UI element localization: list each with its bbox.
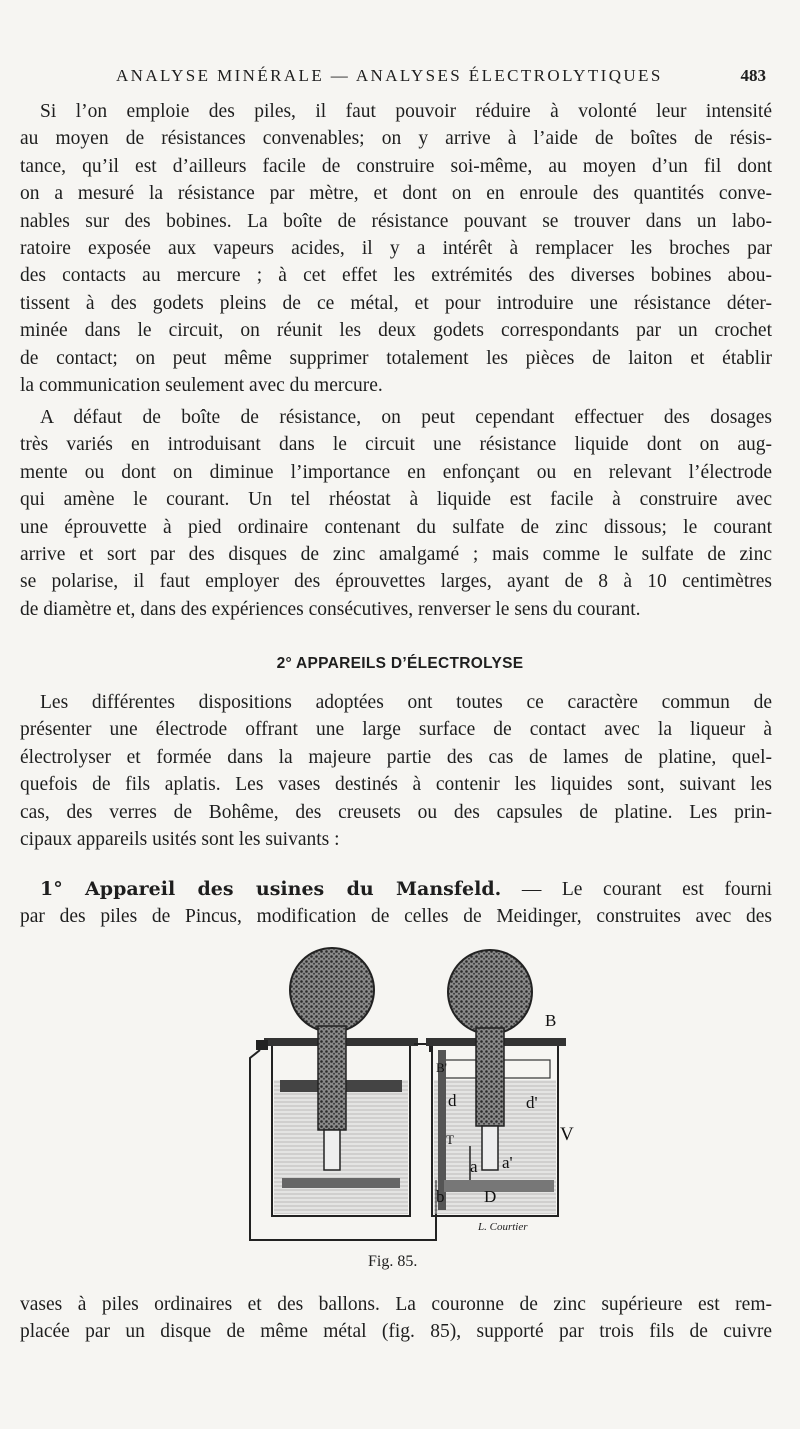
running-title: ANALYSE MINÉRALE — ANALYSES ÉLECTROLYTIQUES	[116, 66, 663, 85]
text-fragment: — Le courant est fourni	[501, 879, 772, 900]
text-line: très variés en introduisant dans le circuit une résistance liquide dont on aug-	[20, 434, 772, 456]
label-T: T	[446, 1132, 454, 1147]
paragraph-apparatus-intro	[20, 689, 772, 853]
text-line: minée dans le circuit, on réunit les deux godets correspondants par un crochet	[20, 320, 772, 342]
label-d-prime: d'	[526, 1093, 538, 1112]
text-line: cas, des verres de Bohême, des creusets ou des capsules de platine. Les prin-	[20, 801, 772, 823]
text-line: nables sur des bobines. La boîte de résistance pouvant se trouver dans un labo-	[20, 210, 772, 232]
label-b: b	[436, 1187, 445, 1206]
paragraph-mansfeld	[20, 876, 772, 931]
text-line: cipaux appareils usités sont les suivants :	[20, 828, 340, 850]
figure-caption: Fig. 85.	[368, 1253, 418, 1270]
label-V: V	[560, 1124, 574, 1145]
section-heading: 2° APPAREILS D’ÉLECTROLYSE	[276, 655, 524, 672]
text-line: placée par un disque de même métal (fig. 85), supporté par trois fils de cuivre	[20, 1321, 772, 1343]
text-line: arrive et sort par des disques de zinc amalgamé ; mais comme le sulfate de zinc	[20, 543, 772, 565]
text-line: par des piles de Pincus, modification de celles de Meidinger, construites avec des	[20, 906, 772, 928]
text-line: Si l’on emploie des piles, il faut pouvoir réduire à volonté leur intensité	[40, 101, 772, 122]
text-line: quefois de fils aplatis. Les vases destinés à contenir les liquides sont, suivant les	[20, 774, 772, 796]
text-line: A défaut de boîte de résistance, on peut cependant effectuer des dosages	[40, 407, 772, 428]
label-d: d	[448, 1091, 457, 1110]
text-line: de contact; on peut même supprimer totalement les pièces de laiton et établir	[20, 347, 772, 369]
text-line: au moyen de résistances convenables; on y arrive à l’aide de boîtes de résis-	[20, 128, 772, 150]
text-line: des contacts au mercure ; à cet effet les extrémités des diverses bobines abou-	[20, 265, 772, 287]
label-D: D	[484, 1187, 497, 1206]
engraver-signature: L. Courtier	[478, 1221, 528, 1233]
paragraph-liquid-rheostat	[20, 404, 772, 623]
text-line: la communication seulement avec du mercure.	[20, 374, 383, 396]
text-line: présenter une électrode offrant une large surface de contact avec la liqueur à	[20, 719, 772, 741]
battery-illustration	[200, 940, 610, 1250]
text-line: mente ou dont on diminue l’importance en enfonçant ou en relevant l’électrode	[20, 461, 772, 483]
subsection-title: 1° Appareil des usines du Mansfeld.	[40, 878, 502, 900]
label-a-prime: a'	[502, 1153, 513, 1172]
right-cell	[426, 950, 566, 1216]
paragraph-continuation	[20, 1291, 772, 1346]
text-line: qui amène le courant. Un tel rhéostat à liquide est facile à construire avec	[20, 489, 772, 511]
text-line: vases à piles ordinaires et des ballons. La couronne de zinc supérieure est rem-	[20, 1294, 772, 1315]
text-line: Les différentes dispositions adoptées ont toutes ce caractère commun de	[40, 692, 772, 713]
running-head	[0, 66, 800, 96]
text-line: une éprouvette à pied ordinaire contenant du sulfate de zinc dissous; le courant	[20, 516, 772, 538]
text-line: tissent à des godets pleins de ce métal, et pour introduire une résistance déter-	[20, 292, 772, 314]
page-number: 483	[740, 66, 766, 85]
paragraph-resistance-boxes	[20, 98, 772, 399]
label-B-prime: B'	[436, 1060, 448, 1075]
text-line: de diamètre et, dans des expériences consécutives, renverser le sens du courant.	[20, 598, 641, 620]
label-B: B	[545, 1011, 557, 1030]
text-line: on a mesuré la résistance par mètre, et dont on en enroule des quantités conve-	[20, 183, 772, 205]
label-a: a	[470, 1157, 478, 1176]
left-cell	[256, 948, 418, 1216]
text-line: tance, qu’il est d’ailleurs facile de construire soi-même, au moyen d’un fil dont	[20, 155, 772, 177]
text-line: se polarise, il faut employer des éprouvettes larges, ayant de 8 à 10 centimètres	[20, 571, 772, 593]
text-line	[20, 876, 772, 903]
text-line: ratoire exposée aux vapeurs acides, il y a intérêt à remplacer les broches par	[20, 237, 772, 259]
text-line: électrolyser et formée dans la majeure partie des cas de lames de platine, quel-	[20, 746, 772, 768]
figure-85	[200, 940, 610, 1250]
